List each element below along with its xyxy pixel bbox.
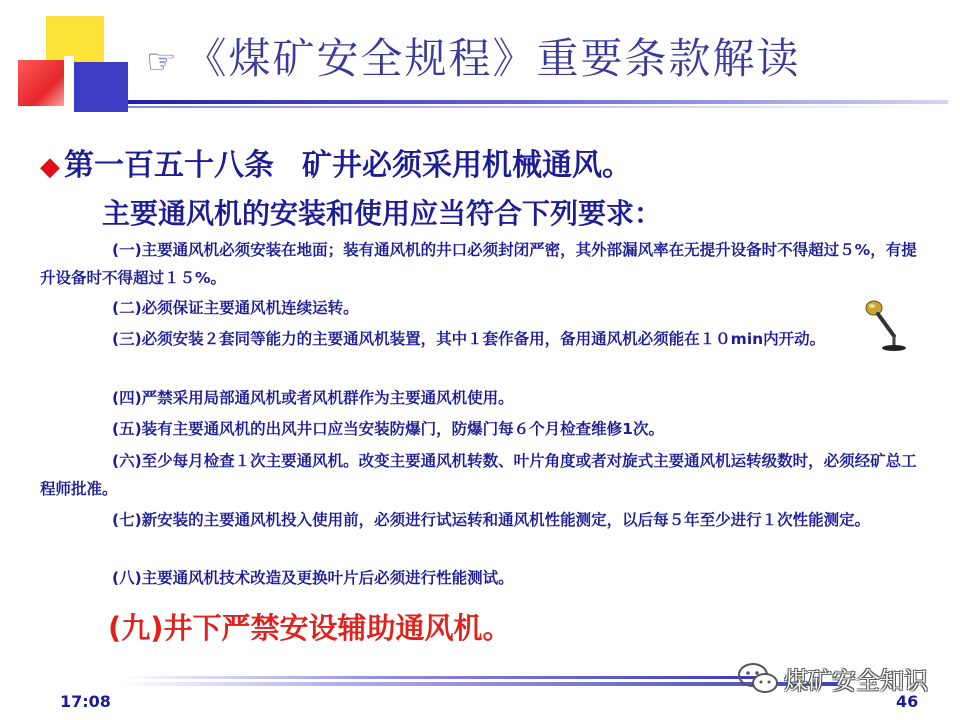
clause-label: (四): [112, 389, 142, 407]
clause-label: (五): [112, 420, 142, 438]
article-statement: 矿井必须采用机械通风。: [302, 148, 632, 183]
clause-label: (一): [112, 241, 142, 259]
clause-text: 必须安装２套同等能力的主要通风机装置，其中１套作备用，备用通风机必须能在１０min内开动。: [141, 330, 826, 348]
clause-item: [40, 447, 930, 503]
clause-item: [40, 294, 930, 322]
article-number: 第一百五十八条: [64, 148, 274, 183]
clause-text: 主要通风机技术改造及更换叶片后必须进行性能测试。: [141, 569, 514, 587]
watermark: [736, 660, 928, 696]
microphone-icon: [858, 296, 914, 352]
footer-rule: [120, 676, 760, 679]
clause-text: 必须保证主要通风机连续运转。: [141, 299, 359, 317]
decor-blue-square: [68, 62, 128, 112]
slide-title: [146, 26, 801, 86]
clause-label: (七): [112, 511, 142, 529]
clause-label: (三): [112, 330, 142, 348]
slide-page-number: 46: [896, 692, 919, 711]
clause-text: 主要通风机必须安装在地面；装有通风机的井口必须封闭严密，其外部漏风率在无提升设备时不得超过５%，有提升设备时不得超过１５%。: [40, 241, 917, 287]
clause-item: [40, 384, 930, 412]
clause-text: 装有主要通风机的出风井口应当安装防爆门，防爆门每６个月检查维修1次。: [141, 420, 664, 438]
clause-label: (二): [112, 299, 142, 317]
title-underline-secondary: [128, 106, 948, 108]
clause-text: 新安装的主要通风机投入使用前，必须进行试运转和通风机性能测定，以后每５年至少进行１次性能测定。: [141, 511, 871, 529]
slide-title-text: 《煤矿安全规程》重要条款解读: [184, 34, 801, 83]
pointing-hand-icon: ☞: [146, 42, 179, 82]
clause-text: 至少每月检查１次主要通风机。改变主要通风机转数、叶片角度或者对旋式主要通风机运转级数时，必须经矿总工程师批准。: [40, 452, 917, 498]
slide-time: 17:08: [60, 692, 111, 711]
clause-item: [40, 325, 930, 353]
footer-rule-secondary: [120, 682, 840, 686]
clause-item: [40, 506, 930, 534]
clause-item: [40, 236, 930, 292]
clause-nine-highlight: (九)井下严禁安设辅助通风机。: [108, 611, 512, 645]
decor-red-square: [18, 60, 70, 106]
decor-divider: [64, 56, 74, 114]
clause-item: [40, 564, 930, 592]
clause-label: (八): [112, 569, 142, 587]
clause-text: 严禁采用局部通风机或者风机群作为主要通风机使用。: [141, 389, 514, 407]
title-underline: [128, 100, 948, 104]
clause-item: [40, 415, 930, 443]
diamond-bullet-icon: ◆: [40, 152, 60, 182]
clause-label: (六): [112, 452, 142, 470]
watermark-text: 煤矿安全知识: [784, 666, 928, 695]
article-intro: 主要通风机的安装和使用应当符合下列要求：: [102, 197, 663, 230]
wechat-logo-icon: [736, 660, 780, 696]
article-heading: [40, 140, 632, 184]
